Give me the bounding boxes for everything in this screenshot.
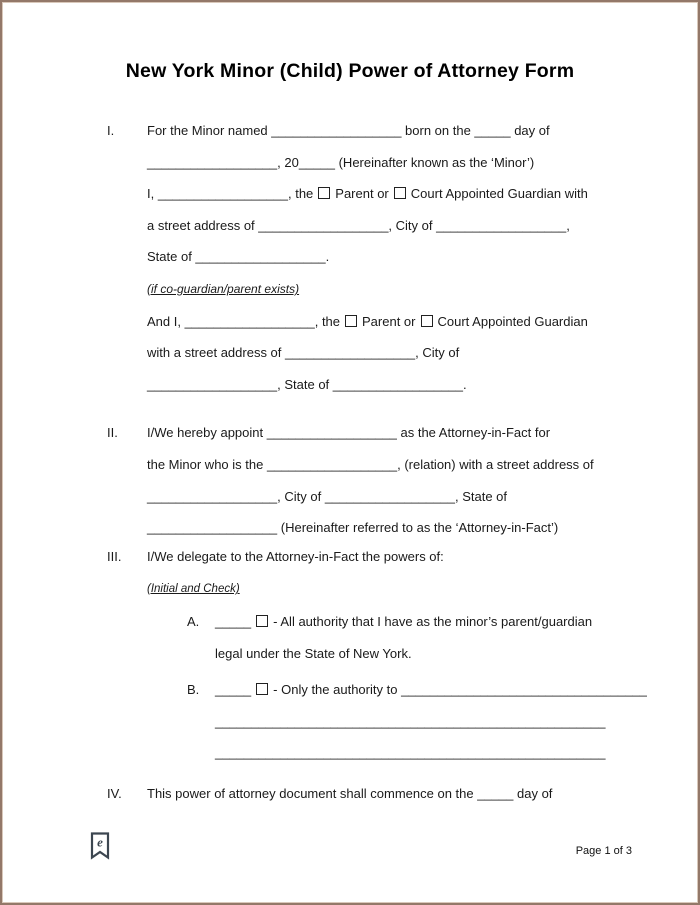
- blank-field[interactable]: ______________________________________________________: [215, 745, 606, 761]
- text-segment: , City of: [415, 345, 460, 361]
- svg-text:e: e: [97, 834, 103, 850]
- blank-field[interactable]: __________________: [324, 488, 455, 504]
- form-line: [105, 306, 638, 338]
- blank-field[interactable]: __________________: [285, 345, 416, 361]
- text-segment: .: [462, 376, 467, 392]
- text-segment: State of: [147, 249, 196, 265]
- text-segment: This power of attorney document shall commence on the: [147, 785, 478, 801]
- form-line: [105, 417, 638, 449]
- limited-authority-checkbox[interactable]: [256, 683, 268, 695]
- form-line: [105, 210, 638, 242]
- form-line: [105, 115, 638, 147]
- blank-field[interactable]: __________________: [258, 217, 389, 233]
- guardian-checkbox-1[interactable]: [394, 187, 406, 199]
- form-line: [105, 369, 638, 401]
- form-line: [105, 606, 638, 638]
- text-segment: Court Appointed Guardian with: [410, 186, 588, 202]
- parent-checkbox-1[interactable]: [318, 187, 330, 199]
- form-line: [105, 638, 638, 670]
- form-body: [105, 115, 647, 809]
- form-line: [105, 147, 638, 179]
- text-segment: , (relation) with a street address of: [397, 456, 594, 472]
- section-numeral: III.: [107, 548, 122, 564]
- text-segment: (Hereinafter known as the ‘Minor’): [334, 154, 535, 170]
- section-numeral: IV.: [107, 785, 122, 801]
- text-segment: I/We hereby appoint: [147, 425, 267, 441]
- blank-field[interactable]: _____: [298, 154, 335, 170]
- text-segment: For the Minor named: [147, 123, 272, 138]
- item-label: A.: [187, 613, 200, 629]
- form-line: [105, 178, 638, 210]
- text-segment: , State of: [277, 376, 333, 392]
- text-segment: I/We delegate to the Attorney-in-Fact the powers of:: [147, 548, 444, 564]
- text-segment: with a street address of: [147, 345, 286, 361]
- form-line: [105, 541, 638, 573]
- text-segment: - All authority that I have as the minor’s parent/guardian: [273, 613, 593, 629]
- text-segment: a street address of: [147, 217, 259, 233]
- blank-field[interactable]: __________________: [332, 376, 463, 392]
- blank-field[interactable]: __________________: [266, 425, 397, 441]
- guardian-checkbox-2[interactable]: [421, 315, 433, 327]
- form-line: [105, 273, 638, 306]
- blank-field[interactable]: __________________: [271, 123, 402, 138]
- blank-field[interactable]: __________________: [436, 217, 567, 233]
- page-number: Page 1 of 3: [575, 845, 632, 857]
- text-segment: ,: [566, 217, 570, 233]
- text-segment: born on the: [401, 123, 475, 138]
- text-segment: - Only the authority to: [273, 682, 402, 698]
- text-segment: , City of: [388, 217, 437, 233]
- blank-field[interactable]: __________________: [147, 488, 278, 504]
- section-numeral: I.: [107, 123, 115, 138]
- initial-blank[interactable]: _____: [215, 682, 252, 698]
- blank-field[interactable]: _____: [474, 123, 511, 138]
- parent-checkbox-2[interactable]: [345, 315, 357, 327]
- text-segment: day of: [513, 785, 553, 801]
- form-line: [105, 512, 638, 544]
- form-line: [105, 706, 638, 738]
- blank-field[interactable]: __________________: [184, 313, 315, 329]
- text-segment: , the: [314, 313, 341, 329]
- blank-field[interactable]: ______________________________________________________: [215, 713, 606, 729]
- blank-field[interactable]: __________________: [147, 376, 278, 392]
- form-line: [105, 778, 638, 810]
- text-segment: , 20: [277, 154, 299, 170]
- blank-field[interactable]: __________________________________: [401, 682, 647, 698]
- text-segment: Court Appointed Guardian: [437, 313, 588, 329]
- blank-field[interactable]: __________________: [266, 456, 398, 472]
- blank-field[interactable]: _____: [477, 785, 514, 801]
- form-line: [105, 481, 638, 513]
- text-segment: legal under the State of New York.: [215, 645, 412, 661]
- initial-blank[interactable]: _____: [215, 613, 252, 629]
- form-line: [105, 337, 638, 369]
- form-line: [105, 449, 638, 481]
- instruction-note: (Initial and Check): [147, 583, 240, 596]
- blank-field[interactable]: __________________: [147, 154, 278, 170]
- section-numeral: II.: [107, 425, 118, 441]
- form-line: [105, 674, 647, 706]
- text-segment: I,: [147, 186, 158, 202]
- blank-field[interactable]: __________________: [157, 186, 288, 202]
- text-segment: the Minor who is the: [147, 456, 267, 472]
- text-segment: day of: [510, 123, 550, 138]
- text-segment: as the Attorney-in-Fact for: [396, 425, 551, 441]
- form-line: [105, 241, 638, 273]
- blank-field[interactable]: __________________: [147, 520, 278, 536]
- text-segment: Parent or: [362, 313, 416, 329]
- page-title: New York Minor (Child) Power of Attorney Form: [125, 60, 575, 82]
- blank-field[interactable]: __________________: [195, 249, 326, 265]
- text-segment: , City of: [277, 488, 325, 504]
- form-line: [105, 572, 638, 606]
- form-line: [105, 737, 638, 769]
- conditional-note: (if co-guardian/parent exists): [147, 281, 300, 296]
- item-label: B.: [187, 682, 200, 698]
- text-segment: , State of: [454, 488, 508, 504]
- text-segment: Parent or: [335, 186, 389, 202]
- text-segment: .: [325, 249, 330, 265]
- text-segment: , the: [287, 186, 314, 202]
- text-segment: And I,: [147, 313, 185, 329]
- text-segment: (Hereinafter referred to as the ‘Attorney-in-Fact’): [277, 520, 559, 536]
- eforms-logo: [90, 832, 110, 865]
- all-authority-checkbox[interactable]: [256, 615, 268, 627]
